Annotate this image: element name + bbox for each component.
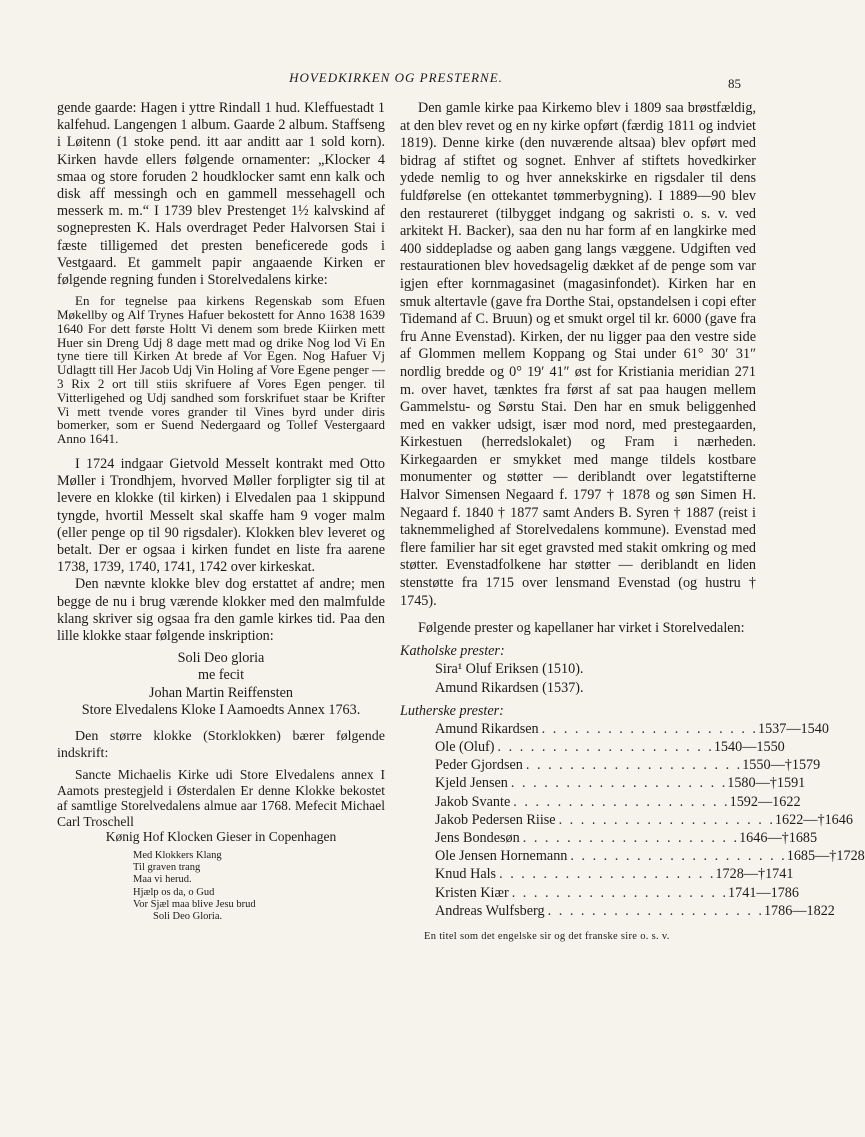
list-item	[435, 865, 794, 883]
priest-name: Andreas Wulfsberg	[435, 902, 545, 919]
priest-name: Peder Gjordsen	[435, 757, 523, 774]
priest-name: Kjeld Jensen	[435, 775, 508, 792]
paragraph: Den nævnte klokke blev dog erstattet af andre; men begge de nu i brug værende klokker med den malmfulde klang skriver sig ogsaa fra den gamle kirkes tid. Paa den lille klokke staar følgende inskription:	[57, 576, 385, 645]
right-column	[400, 100, 865, 943]
list-item	[435, 793, 801, 811]
list-item	[435, 756, 821, 774]
priest-years: 1646—†1685	[739, 830, 818, 847]
list-item: Amund Rikardsen (1537).	[435, 679, 584, 696]
leader-dots: . . . . . . . . . . . . . . . . . . . .	[497, 739, 714, 756]
list-item	[435, 847, 865, 865]
priest-name: Ole Jensen Hornemann	[435, 848, 568, 865]
list-item: Sira¹ Oluf Eriksen (1510).	[435, 661, 584, 678]
list-item	[435, 884, 799, 902]
running-title: HOVEDKIRKEN OG PRESTERNE.	[289, 70, 503, 85]
verse-line: Soli Deo Gloria.	[153, 911, 223, 923]
priest-name: Ole (Oluf)	[435, 739, 495, 756]
verse-line: Hjælp os da, o Gud	[133, 886, 215, 898]
paragraph: Den større klokke (Storklokken) bærer følgende indskrift:	[57, 729, 385, 761]
bell-verse	[57, 850, 385, 923]
inscription-line: Store Elvedalens Kloke I Aamoedts Annex 1763.	[81, 701, 361, 718]
priest-name: Amund Rikardsen	[435, 720, 539, 737]
priest-years: 1540—1550	[713, 739, 785, 756]
lutheran-priest-list	[400, 720, 865, 920]
priest-years: 1786—1822	[763, 902, 835, 919]
page-number: 85	[728, 76, 741, 91]
priest-years: 1537—1540	[757, 720, 829, 737]
leader-dots: . . . . . . . . . . . . . . . . . . . .	[511, 884, 729, 901]
paragraph: gende gaarde: Hagen i yttre Rindall 1 hud. Kleffuestadt 1 kalfehud. Langengen 1 album. Gaarde 2 album. Staffseng i Løitenn (1 stoke pend. itt aar anditt aar 1 sold korn). Kirken havde ellers følgende ornamenter: „Klocker 4 smaa og store foruden 2 houdklocker samt enn kalk och disk aff messingh och en gammell messehagell och messerk m. m.“ I 1739 blev Prestenget 1½ kalvskind af sognepresten K. Hals overdraget Peder Halvorsen Stai i fæste tilligemed det presten beneficerede gods i Vestgaard. Et gammelt papir angaaende Kirken er følgende regning funden i Storelvedalens kirke:	[57, 100, 385, 289]
page-header	[0, 70, 842, 90]
large-bell-inscription: Sancte Michaelis Kirke udi Store Elvedalens annex I Aamots prestegjeld i Østerdalen Er denne Klokke bekostet af samtlige Storelvedalens almue aar 1768. Mefecit Michael Carl Troschell	[57, 767, 385, 829]
verse-line: Med Klokkers Klang	[133, 850, 222, 862]
leader-dots: . . . . . . . . . . . . . . . . . . . .	[522, 830, 740, 847]
priest-years: 1550—†1579	[742, 757, 821, 774]
leader-dots: . . . . . . . . . . . . . . . . . . . .	[525, 757, 743, 774]
leader-dots: . . . . . . . . . . . . . . . . . . . .	[541, 720, 758, 737]
leader-dots: . . . . . . . . . . . . . . . . . . . .	[570, 848, 787, 865]
catholic-priest-list	[400, 660, 756, 696]
paragraph: I 1724 indgaar Gietvold Messelt kontrakt med Otto Møller i Trondhjem, hvorved Møller forpligter sig til at levere en klokke (til kirken) i Elvedalen paa 1 skippund tyngde, hvortil Messelt skal skaffe ham 9 voger malm (eller penge op til 90 rigsdaler). Klokken blev leveret og betalt. Der er ogsaa i kirken fundet en liste fra aarene 1738, 1739, 1740, 1741, 1742 over kirkeskat.	[57, 456, 385, 576]
leader-dots: . . . . . . . . . . . . . . . . . . . .	[510, 775, 728, 792]
verse-line: Maa vi herud.	[133, 874, 192, 886]
inscription-line: Soli Deo gloria	[177, 650, 265, 667]
priest-years: 1580—†1591	[727, 775, 806, 792]
footnote: En titel som det engelske sir og det franske sire o. s. v.	[424, 931, 670, 943]
list-item	[435, 902, 835, 920]
leader-dots: . . . . . . . . . . . . . . . . . . . .	[558, 811, 775, 828]
list-item	[435, 774, 806, 792]
leader-dots: . . . . . . . . . . . . . . . . . . . .	[547, 902, 764, 919]
paragraph: Den gamle kirke paa Kirkemo blev i 1809 saa brøstfældig, at den blev revet og en ny kirke opført (færdig 1811 og indviet 1819). Denne kirke (den nuværende altsaa) blev opført med bidrag af stiftet og sognet. Enhver af stiftets hovedkirker ydede nemlig to og hver annekskirke en rigsdaler til dens fuldførelse (en ottekantet tømmerbygning). I 1889—90 blev den restaureret (tilbygget indgang og sakristi o. s. v. ved arkitekt H. Backer), saa den nu har form af en langkirke med 400 siddepladse og aaben gang langs væggene. Udgiften ved restaurationen blev hovedsagelig dækket af de penge som var igjen efter kornmagasinet (magasinfondet). Kirken har en smuk altertavle (gave fra Dorthe Stai, opstandelsen i copi efter Tidemand af C. Bruun) og et smukt orgel til kr. 6000 (gave fra fru Anne Evenstad). Kirken, der nu ligger paa den vestre side af Glommen mellem Koppang og Stai under 61° 30′ 31″ nordlig bredde og 0° 19′ 41″ øst for Kristiania meridian 271 m. over havet, tænktes fra først af sat paa haugen mellem Gammelstu- og Sørstu Stai. Den har en smuk beliggenhed med en vakker udsigt, især mod nord, med prestegaarden, Kirkestuen (herredslokalet) og Fram i nærheden. Kirkegaarden er smykket med mange tildels kostbare monumenter og støtter — deriblandt over legatstifterne Halvor Simensen Negaard f. 1797 † 1878 og søn Simen H. Negaard f. 1840 † 1877 samt Anders B. Syren † 1887 (reist i taknemmelighed af Storelvedalens kommune). Evenstad med flere familier har sit eget gravsted med stakit omkring og med støtter. Evenstadfolkene har støtter — deriblandt en liden stenstøtte fra 1715 over lensmand Evenstad (og hustru † 1745).	[400, 100, 756, 609]
verse-line: Til graven trang	[133, 862, 201, 874]
inscription-line: me fecit	[197, 667, 245, 684]
small-bell-inscription	[57, 650, 385, 719]
priest-name: Kristen Kiær	[435, 884, 509, 901]
lutheran-heading: Lutherske prester:	[400, 702, 504, 719]
priest-name: Knud Hals	[435, 866, 497, 883]
inscription-line: Johan Martin Reiffensten	[149, 684, 293, 701]
priest-years: 1728—†1741	[715, 866, 794, 883]
list-item	[435, 720, 829, 738]
paragraph: Følgende prester og kapellaner har virket i Storelvedalen:	[418, 620, 745, 637]
priest-years: 1622—†1646	[774, 811, 853, 828]
priest-name: Jakob Pedersen Riise	[435, 811, 556, 828]
leader-dots: . . . . . . . . . . . . . . . . . . . .	[513, 793, 730, 810]
list-item	[435, 811, 853, 829]
inscription-line: Kønig Hof Klocken Gieser in Copenhagen	[105, 829, 337, 845]
list-item	[435, 738, 785, 756]
verse-line: Vor Sjæl maa blive Jesu brud	[133, 898, 256, 910]
priest-name: Jens Bondesøn	[435, 830, 520, 847]
priest-years: 1592—1622	[729, 793, 801, 810]
priest-years: 1741—1786	[728, 884, 799, 901]
catholic-heading: Katholske prester:	[400, 643, 505, 660]
left-column	[57, 100, 385, 923]
priest-years: 1685—†1728	[786, 848, 865, 865]
leader-dots: . . . . . . . . . . . . . . . . . . . .	[499, 866, 716, 883]
priest-name: Jakob Svante	[435, 793, 511, 810]
list-item	[435, 829, 818, 847]
quoted-account: En for tegnelse paa kirkens Regenskab som Efuen Møkellby og Alf Trynes Hafuer bekostett for Anno 1638 1639 1640 For dett første Holtt Vi denem som brede Kiirken mett Huer sin Dreng Udj 8 dage mett mad og drike Nog lod Vi En tyne tiere till Kirken At brede af Vor Egen. Nog Hafuer Vj Udlagtt till Her Jacob Udj Vin Holing af Vore Egene penger — 3 Rix 2 ort till stiis skrifuere af Vores Egen penger. til Vitterligehed og Udj sandhed som forskrifuet staar be Krifter Vi mett tvende vores grander til Vines byrd under diris bomerker, som er Suend Nedergaard og Tollef Vestergaard Anno 1641.	[57, 293, 385, 447]
